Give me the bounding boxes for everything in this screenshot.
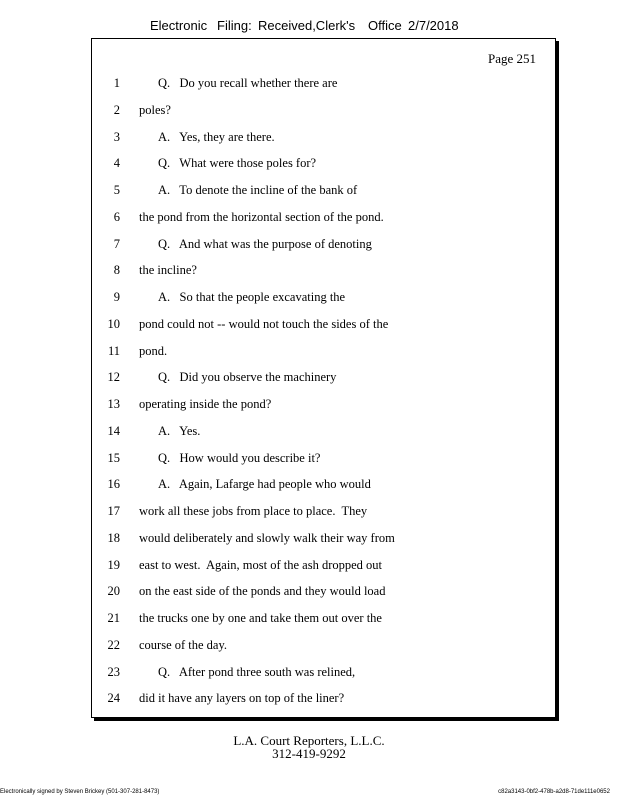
line-text: Q. Did you observe the machinery (158, 370, 337, 385)
line-number: 4 (113, 156, 120, 171)
line-number: 21 (107, 611, 120, 625)
footer-company: L.A. Court Reporters, L.L.C. (233, 733, 385, 748)
footer-phone: 312-419-9292 (272, 746, 346, 761)
transcript-line (92, 314, 555, 341)
line-number: 2 (113, 102, 120, 117)
transcript-line (92, 555, 555, 582)
line-number: 11 (107, 343, 120, 358)
transcript-line (92, 100, 555, 127)
line-text: Q. And what was the purpose of denoting (158, 236, 372, 251)
line-number: 16 (107, 477, 120, 492)
header-filing: Filing: (217, 18, 252, 33)
line-number: 18 (107, 530, 120, 545)
line-text: Q. What were those poles for? (158, 156, 317, 171)
line-text: operating inside the pond? (139, 397, 272, 411)
line-text: pond. (139, 343, 168, 358)
line-text: the trucks one by one and take them out over the (139, 611, 382, 625)
line-number: 14 (107, 423, 120, 438)
line-text: poles? (139, 102, 171, 117)
line-number: 24 (107, 691, 120, 706)
line-number: 8 (113, 263, 120, 278)
transcript-line (92, 260, 555, 287)
line-text: A. So that the people excavating the (158, 290, 346, 304)
transcript-line (92, 207, 555, 234)
line-text: Q. Do you recall whether there are (158, 76, 338, 90)
transcript-page (91, 38, 556, 718)
line-text: the incline? (139, 263, 197, 278)
line-text: work all these jobs from place to place. They (139, 504, 368, 518)
transcript-line (92, 421, 555, 448)
line-text: on the east side of the ponds and they would load (139, 584, 386, 599)
line-number: 6 (113, 209, 120, 224)
filing-header (0, 18, 618, 38)
line-number: 7 (113, 236, 120, 251)
transcript-line (92, 153, 555, 180)
transcript-line (92, 688, 555, 715)
transcript-line (92, 448, 555, 475)
line-text: pond could not -- would not touch the sides of the (139, 316, 389, 331)
line-text: the pond from the horizontal section of the pond. (139, 209, 384, 224)
line-number: 20 (107, 584, 120, 599)
line-number: 10 (107, 316, 120, 331)
line-text: Q. How would you describe it? (158, 450, 321, 465)
page-number: Page 251 (487, 51, 536, 66)
transcript-line (92, 127, 555, 154)
line-text: A. To denote the incline of the bank of (158, 183, 358, 197)
line-number: 9 (113, 290, 120, 304)
document-hash: c82a3143-0bf2-478b-a2d8-71de111e0652 (498, 789, 610, 795)
e-signature-text: Electronically signed by Steven Brickey (501-307-281-8473) (0, 789, 160, 795)
transcript-line (92, 367, 555, 394)
line-number: 1 (113, 76, 120, 90)
line-number: 23 (107, 664, 120, 679)
line-number: 13 (107, 397, 120, 411)
line-number: 19 (107, 557, 120, 572)
transcript-line (92, 287, 555, 314)
header-electronic: Electronic (150, 18, 208, 33)
transcript-line (92, 662, 555, 689)
line-text: did it have any layers on top of the liner? (139, 691, 345, 706)
transcript-line (92, 180, 555, 207)
line-text: A. Yes. (158, 423, 201, 438)
transcript-line (92, 341, 555, 368)
line-text: Q. After pond three south was relined, (158, 664, 356, 679)
transcript-line (92, 501, 555, 528)
transcript-line (92, 608, 555, 635)
header-date: 2/7/2018 (408, 18, 459, 33)
transcript-line (92, 474, 555, 501)
line-text: would deliberately and slowly walk their way from (139, 530, 395, 545)
header-received: Received,Clerk's (258, 18, 356, 33)
line-text: A. Yes, they are there. (158, 129, 275, 144)
line-number: 3 (113, 129, 120, 144)
line-text: A. Again, Lafarge had people who would (158, 477, 371, 492)
transcript-line (92, 234, 555, 261)
line-number: 15 (107, 450, 120, 465)
transcript-line (92, 581, 555, 608)
line-number: 12 (107, 370, 120, 385)
line-text: east to west. Again, most of the ash dropped out (139, 557, 383, 572)
line-number: 22 (107, 637, 120, 652)
transcript-line (92, 73, 555, 100)
transcript-line (92, 635, 555, 662)
transcript-line (92, 394, 555, 421)
transcript-line (92, 528, 555, 555)
line-number: 17 (107, 504, 120, 518)
line-text: course of the day. (139, 637, 228, 652)
transcript-lines (92, 73, 555, 715)
line-number: 5 (113, 183, 120, 197)
header-office: Office (368, 18, 402, 33)
